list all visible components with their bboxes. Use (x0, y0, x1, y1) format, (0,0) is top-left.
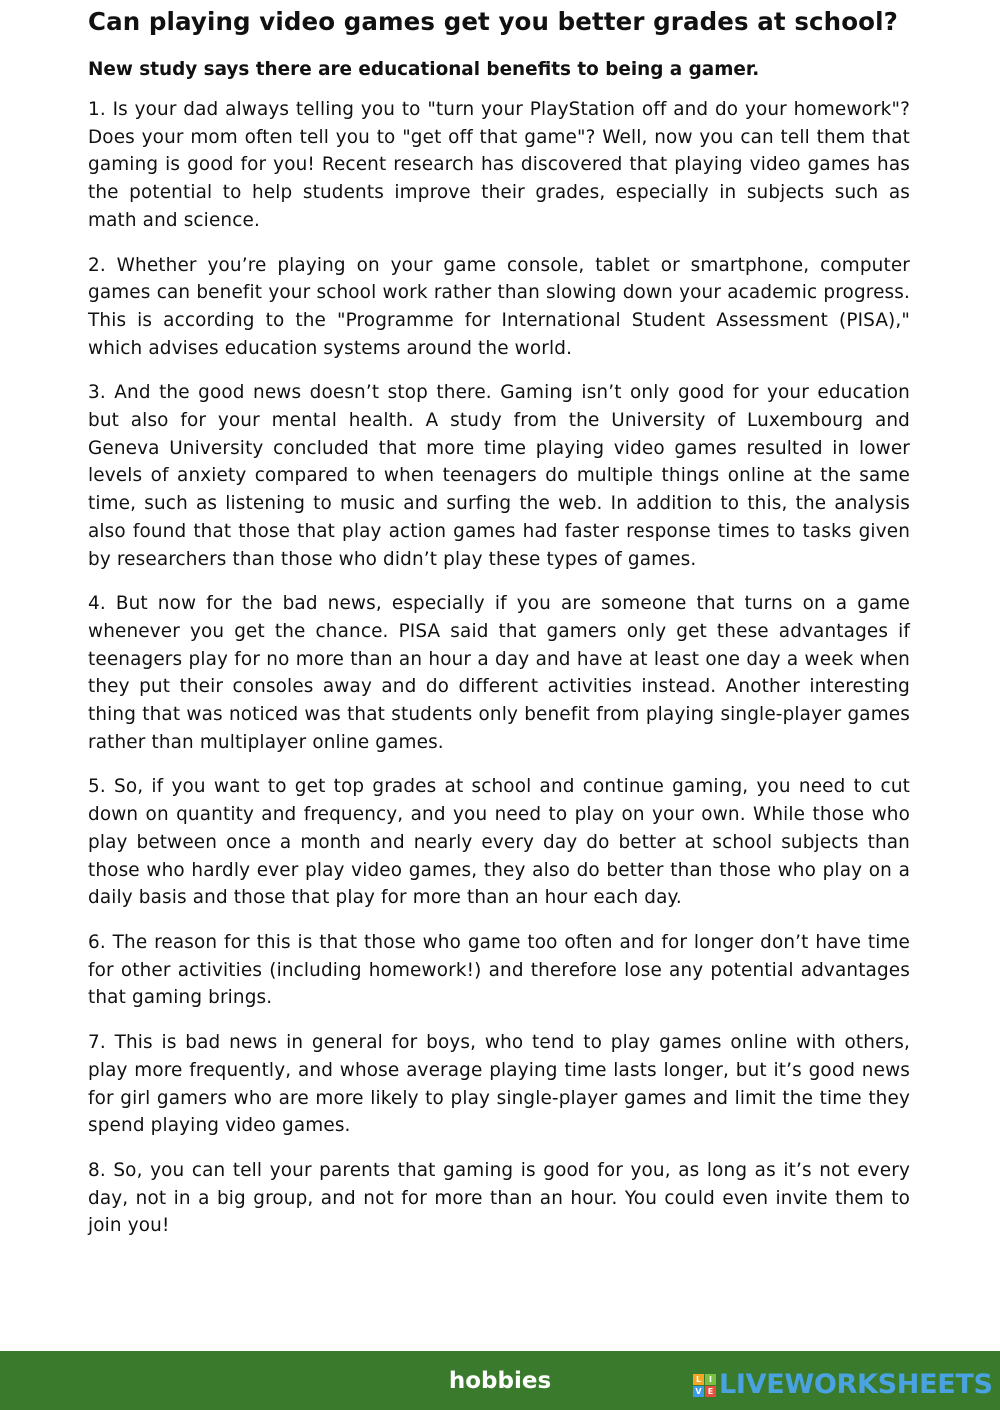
logo-letter-i: I (705, 1374, 716, 1385)
category-label: hobbies (448, 1368, 552, 1394)
page-subtitle: New study says there are educational benefits to being a gamer. (88, 59, 760, 80)
liveworksheets-logo[interactable] (693, 1371, 993, 1399)
paragraph-1: 1. Is your dad always telling you to "turn your PlayStation off and do your homework"? Does your mom often tell you to "get off that game"? Well, now you can tell them that gaming is good for you! Recent research has discovered that playing video games has the potential to help students improve their grades, especially in subjects such as math and science. (88, 99, 910, 231)
paragraph-4: 4. But now for the bad news, especially if you are someone that turns on a game whenever you get the chance. PISA said that gamers only get these advantages if teenagers play for no more than an hour a day and have at least one day a week when they put their consoles away and do different activities instead. Another interesting thing that was noticed was that students only benefit from playing single-player games rather than multiplayer online games. (88, 593, 910, 753)
logo-letter-v: V (693, 1386, 704, 1397)
paragraph-5: 5. So, if you want to get top grades at school and continue gaming, you need to cut down on quantity and frequency, and you need to play on your own. While those who play between once a month and nearly every day do better at school subjects than those who hardly ever play video games, they also do better than those who play on a daily basis and those that play for more than an hour each day. (88, 776, 910, 909)
paragraph-7: 7. This is bad news in general for boys, who tend to play games online with others, play more frequently, and whose average playing time lasts longer, but it’s good news for girl gamers who are more likely to play single-player games and limit the time they spend playing video games. (88, 1032, 910, 1137)
paragraph-6: 6. The reason for this is that those who game too often and for longer don’t have time for other activities (including homework!) and therefore lose any potential advantages that gaming brings. (88, 931, 910, 1009)
paragraph-2: 2. Whether you’re playing on your game console, tablet or smartphone, computer games can benefit your school work rather than slowing down your academic progress. This is according to the "Programme for International Student Assessment (PISA)," which advises education systems around the world. (88, 254, 910, 359)
logo-letter-e: E (705, 1386, 716, 1397)
paragraph-3: 3. And the good news doesn’t stop there. Gaming isn’t only good for your education but also for your mental health. A study from the University of Luxembourg and Geneva University concluded that more time playing video games resulted in lower levels of anxiety compared to when teenagers do multiple things online at the same time, such as listening to music and surfing the web. In addition to this, the analysis also found that those that play action games had faster response times to tasks given by researchers than those who didn’t play these types of games. (88, 382, 910, 570)
paragraph-8: 8. So, you can tell your parents that gaming is good for you, as long as it’s not every day, not in a big group, and not for more than an hour. You could even invite them to join you! (88, 1159, 910, 1237)
worksheet-page (88, 0, 910, 1257)
article-body (88, 96, 910, 1240)
logo-grid-icon (693, 1374, 716, 1397)
footer-bar (0, 1351, 1000, 1410)
page-title: Can playing video games get you better grades at school? (88, 7, 898, 36)
logo-letter-l: L (693, 1374, 704, 1385)
logo-wordmark: LIVEWORKSHEETS (719, 1369, 993, 1400)
